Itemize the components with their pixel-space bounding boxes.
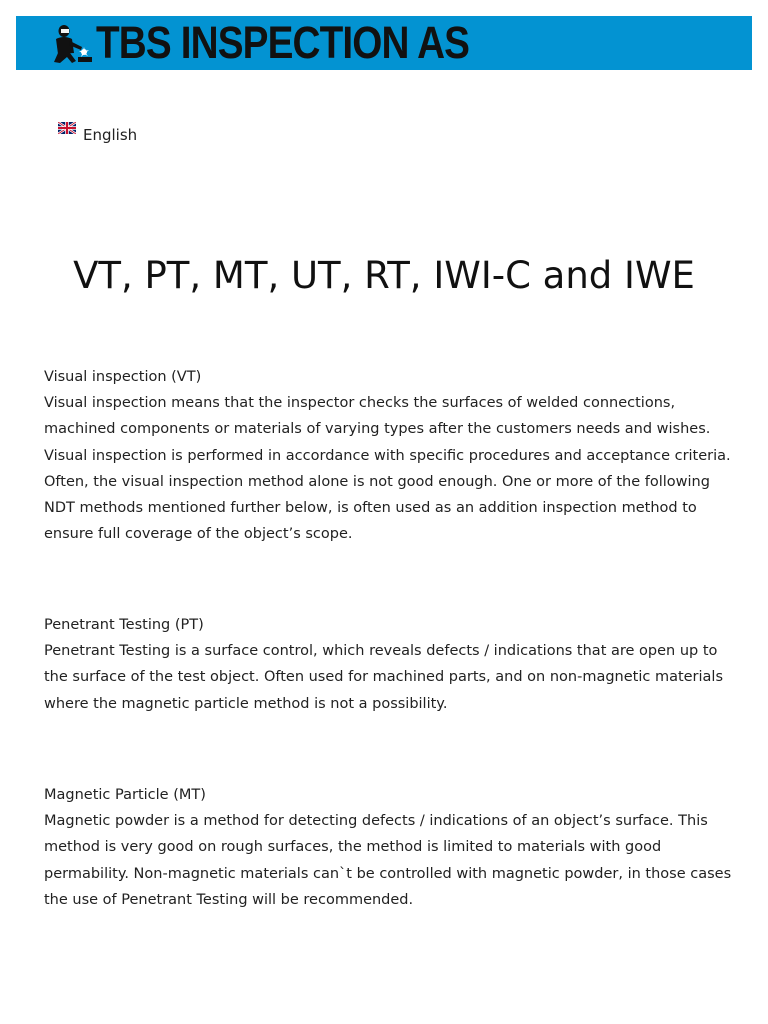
section-heading: Penetrant Testing (PT) [44, 617, 204, 633]
section-paragraph: Penetrant Testing is a surface control, which reveals defects / indications that are open up to the surface of the test object. Often used for machined parts, and on non-magnetic materials where the magnetic particle method is not a possibility. [44, 643, 724, 712]
section-paragraph: Magnetic powder is a method for detecting defects / indications of an object’s surface. This method is very good on rough surfaces, the method is limited to materials with good permability. Non-magnetic materials can`t be controlled with magnetic powder, in those cases the use of Penetrant Testing will be recommended. [44, 813, 732, 908]
section-paragraph: Visual inspection means that the inspector checks the surfaces of welded connections, machined components or materials of varying types after the customers needs and wishes. Visual inspection is performed in accordance with specific procedures and acceptance criteria. [44, 395, 731, 464]
section-heading: Magnetic Particle (MT) [44, 787, 206, 803]
page-title: VT, PT, MT, UT, RT, IWI-C and IWE [73, 254, 695, 297]
section-heading: Visual inspection (VT) [44, 369, 202, 385]
language-switcher[interactable] [58, 122, 137, 147]
section-magnetic-particle [44, 782, 734, 913]
language-label: English [83, 126, 138, 144]
section-penetrant-testing [44, 612, 734, 717]
section-paragraph: Often, the visual inspection method alone is not good enough. One or more of the following NDT methods mentioned further below, is often used as an addition inspection method to ensure full coverage of the object’s scope. [44, 473, 710, 543]
section-visual-inspection [44, 364, 734, 547]
uk-flag-icon [58, 122, 76, 134]
site-logo[interactable] [48, 18, 530, 68]
logo-text: TBS INSPECTION AS [96, 17, 470, 68]
welder-icon [48, 21, 94, 65]
